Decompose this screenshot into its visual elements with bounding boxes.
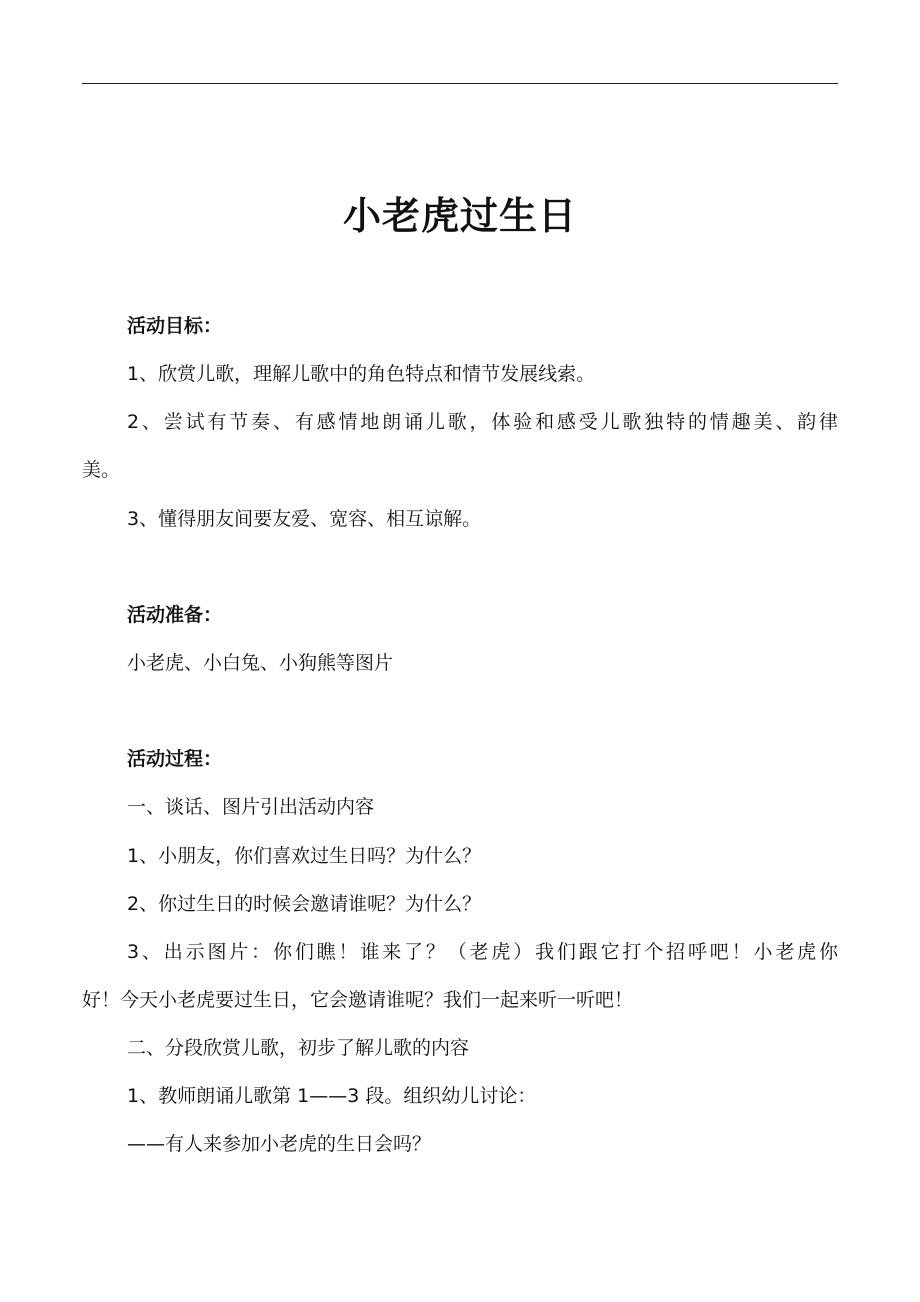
document-title: 小老虎过生日 xyxy=(342,194,577,238)
goal-3: 3、懂得朋友间要友爱、宽容、相互谅解。 xyxy=(127,508,482,530)
step-1-question-3-line-1: 3、出示图片：你们瞧！谁来了？（老虎）我们跟它打个招呼吧！小老虎你 xyxy=(127,941,838,963)
prep-heading: 活动准备： xyxy=(127,604,223,626)
step-1-question-3-line-2: 好！今天小老虎要过生日，它会邀请谁呢？我们一起来听一听吧！ xyxy=(82,989,634,1011)
goal-1: 1、欣赏儿歌，理解儿歌中的角色特点和情节发展线索。 xyxy=(127,363,596,385)
goal-2-line-2: 美。 xyxy=(82,459,121,481)
step-1-question-1: 1、小朋友，你们喜欢过生日吗？为什么？ xyxy=(127,845,482,867)
step-1-question-2: 2、你过生日的时候会邀请谁呢？为什么？ xyxy=(127,893,482,915)
step-2: 二、分段欣赏儿歌，初步了解儿歌的内容 xyxy=(127,1037,470,1059)
step-2-question: ——有人来参加小老虎的生日会吗？ xyxy=(127,1133,432,1155)
goal-2-line-1: 2、尝试有节奏、有感情地朗诵儿歌，体验和感受儿歌独特的情趣美、韵律 xyxy=(127,411,838,433)
process-heading: 活动过程： xyxy=(127,748,223,770)
goals-heading: 活动目标： xyxy=(127,315,223,337)
step-1: 一、谈话、图片引出活动内容 xyxy=(127,796,375,818)
step-2-item-1: 1、教师朗诵儿歌第 1——3 段。组织幼儿讨论： xyxy=(127,1085,537,1107)
prep-body: 小老虎、小白兔、小狗熊等图片 xyxy=(127,652,394,674)
header-rule xyxy=(82,83,838,84)
